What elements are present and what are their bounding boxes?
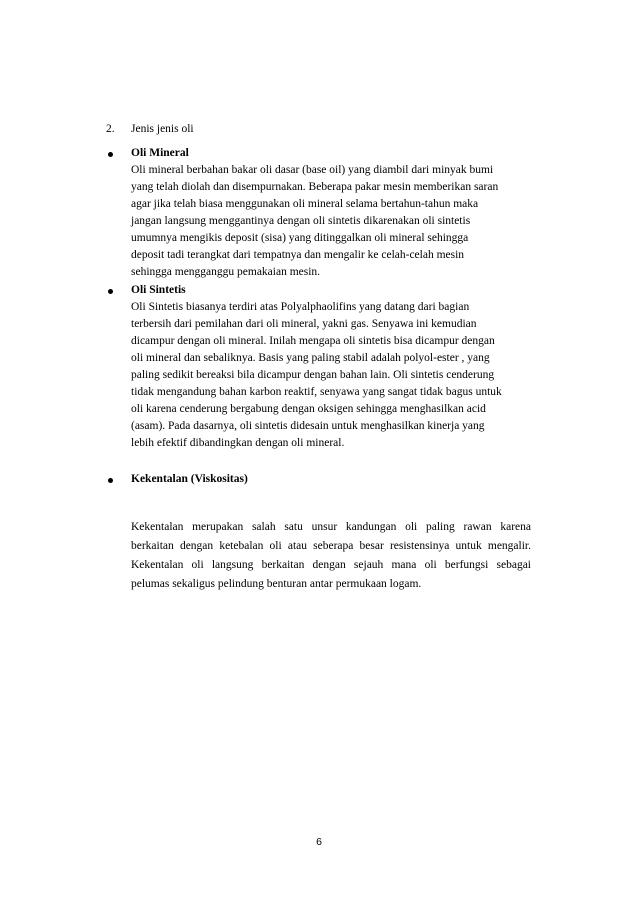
paragraph-line: (asam). Pada dasarnya, oli sintetis didesain untuk menghasilkan kinerja yang [131, 420, 485, 432]
oli-mineral-heading: Oli Mineral [131, 147, 189, 159]
bullet-icon [108, 152, 113, 157]
paragraph-line: sehingga mengganggu pemakaian mesin. [131, 266, 321, 278]
paragraph-line: Kekentalan oli langsung berkaitan dengan sejauh mana oli berfungsi sebagai [131, 559, 531, 571]
paragraph-line: yang telah diolah dan disempurnakan. Beberapa pakar mesin memberikan saran [131, 181, 499, 193]
oli-sintetis-paragraph [131, 299, 502, 452]
paragraph-line: oli mineral dan sebaliknya. Basis yang paling stabil adalah polyol-ester , yang [131, 352, 490, 364]
section-title: Jenis jenis oli [131, 123, 194, 135]
paragraph-line: tidak mengandung bahan karbon reaktif, senyawa yang sangat tidak bagus untuk [131, 386, 502, 398]
paragraph-line: terbersih dari pemilahan dari oli mineral, yakni gas. Senyawa ini kemudian [131, 318, 477, 330]
paragraph-line: agar jika telah biasa menggunakan oli mineral selama bertahun-tahun maka [131, 198, 479, 210]
bullet-icon [108, 289, 113, 294]
paragraph-line: jangan langsung menggantinya dengan oli sintetis dikarenakan oli sintetis [131, 215, 471, 227]
paragraph-line: pelumas sekaligus pelindung benturan antar permukaan logam. [131, 578, 422, 590]
paragraph-line: dicampur dengan oli mineral. Inilah mengapa oli sintetis bisa dicampur dengan [131, 335, 495, 347]
paragraph-line: Oli mineral berbahan bakar oli dasar (base oil) yang diambil dari minyak bumi [131, 164, 494, 176]
paragraph-line: Kekentalan merupakan salah satu unsur kandungan oli paling rawan karena [131, 521, 531, 533]
kekentalan-heading: Kekentalan (Viskositas) [131, 473, 248, 485]
page-number: 6 [316, 836, 322, 848]
paragraph-line: lebih efektif dibandingkan dengan oli mineral. [131, 437, 345, 449]
paragraph-line: oli karena cenderung bergabung dengan oksigen sehingga menghasilkan acid [131, 403, 486, 415]
bullet-icon [108, 478, 113, 483]
section-number: 2. [106, 123, 115, 135]
oli-mineral-paragraph [131, 162, 498, 281]
oli-sintetis-heading: Oli Sintetis [131, 284, 186, 296]
kekentalan-paragraph [131, 518, 531, 594]
paragraph-line: paling sedikit bereaksi bila dicampur dengan bahan lain. Oli sintetis cenderung [131, 369, 495, 381]
paragraph-line: berkaitan dengan ketebalan oli atau seberapa besar resistensinya untuk mengalir. [131, 540, 531, 552]
paragraph-line: Oli Sintetis biasanya terdiri atas Polyalphaolifins yang datang dari bagian [131, 301, 470, 313]
paragraph-line: umumnya mengikis deposit (sisa) yang ditinggalkan oli mineral sehingga [131, 232, 469, 244]
paragraph-line: deposit tadi terangkat dari tempatnya dan mengalir ke celah-celah mesin [131, 249, 465, 261]
